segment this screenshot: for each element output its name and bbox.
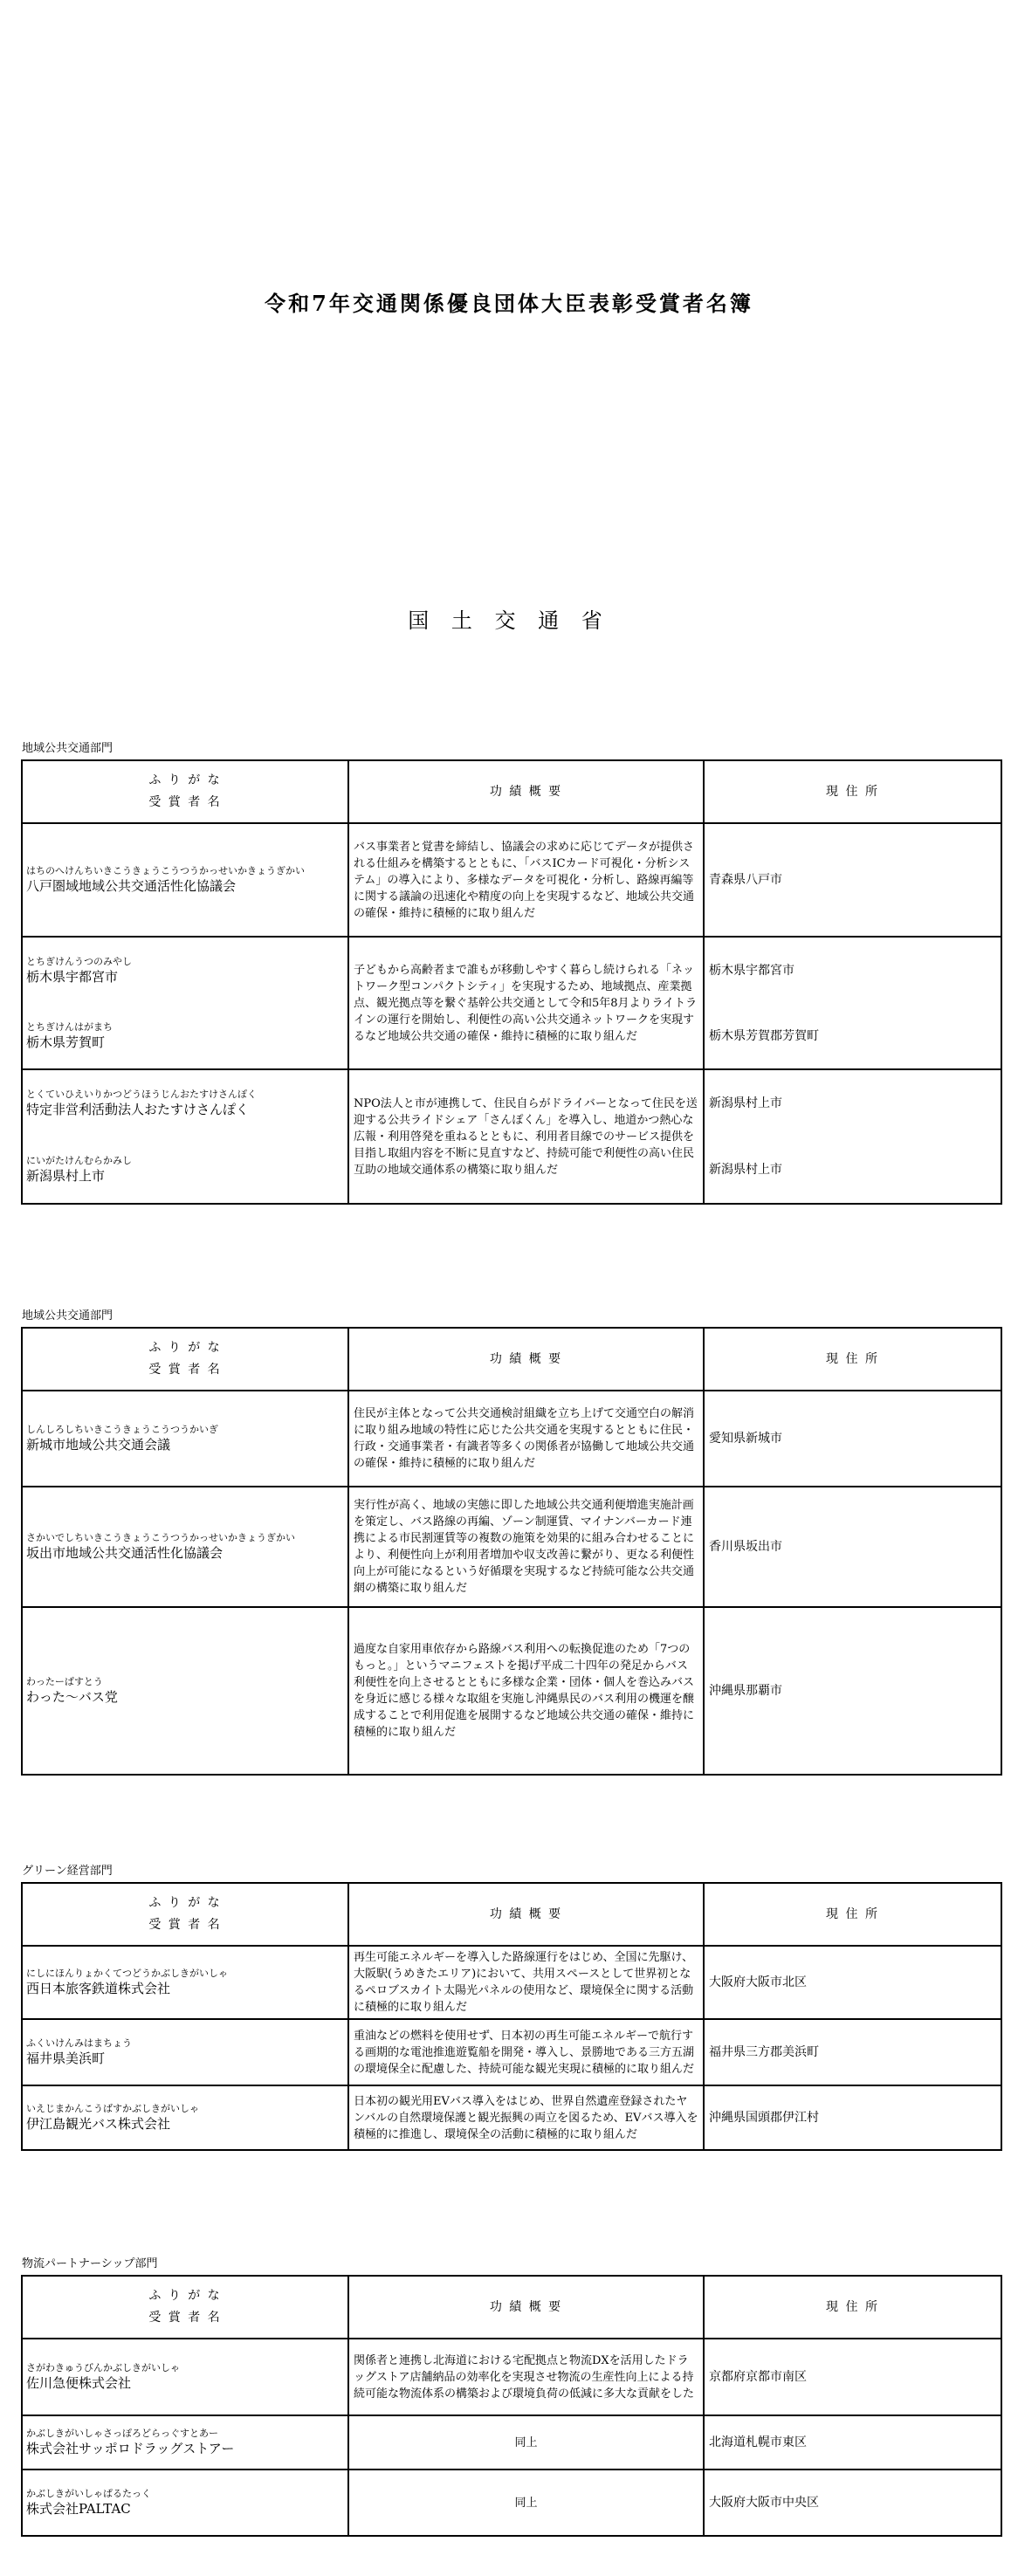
address-text: 新潟県村上市 (709, 1163, 782, 1177)
section-regional-public-transport-2 (21, 1309, 1001, 1776)
recipient-cell (22, 2415, 348, 2470)
merit-cell (348, 1607, 704, 1775)
address-cell (704, 2019, 1001, 2085)
recipient-entry (23, 2427, 347, 2458)
merit-cell (348, 1391, 704, 1487)
merit-text: 同上 (514, 2496, 538, 2510)
col-header-name-line: 受 賞 者 名 (148, 795, 222, 809)
col-header-merit: 功 績 概 要 (348, 1328, 704, 1391)
section-label: 地域公共交通部門 (22, 1309, 113, 1322)
recipient-name: わった～バス党 (26, 1689, 118, 1705)
furigana-text: とちぎけんうつのみやし (26, 955, 132, 967)
merit-text: 同上 (514, 2435, 538, 2449)
furigana-text: さがわきゅうびんかぶしきがいしゃ (26, 2362, 180, 2373)
recipients-table (21, 1882, 1002, 2151)
merit-cell (348, 1946, 704, 2019)
recipient-entry (23, 2361, 347, 2393)
col-header-merit: 功 績 概 要 (348, 1883, 704, 1946)
address-cell (704, 2085, 1001, 2150)
table-row (22, 2339, 1001, 2415)
address-cell (704, 823, 1001, 937)
table-row (22, 2470, 1001, 2536)
recipients-table (21, 759, 1002, 1205)
ministry-name: 国 土 交 通 省 (408, 608, 610, 633)
col-header-merit: 功 績 概 要 (348, 2276, 704, 2339)
col-header-furigana-line: ふ り が な (148, 2289, 222, 2303)
recipient-name: 伊江島観光バス株式会社 (26, 2116, 171, 2132)
address-text: 新潟県村上市 (709, 1096, 782, 1110)
furigana-text: さかいでしちいきこうきょうこうつうかっせいかきょうぎかい (26, 1532, 295, 1543)
table-row (22, 1069, 1001, 1204)
address-text: 栃木県芳賀郡芳賀町 (709, 1028, 819, 1043)
recipient-name: 八戸圏域地域公共交通活性化協議会 (26, 878, 237, 894)
recipient-cell (22, 1069, 348, 1204)
table-row (22, 2415, 1001, 2470)
recipient-entry (23, 2102, 347, 2133)
page-title: 令和7年交通関係優良団体大臣表彰受賞者名簿 (265, 291, 753, 316)
address-text: 沖縄県那覇市 (709, 1684, 782, 1698)
address-text: 沖縄県国頭郡伊江村 (709, 2111, 819, 2125)
recipients-table (21, 2275, 1002, 2537)
recipient-cell (22, 1487, 348, 1607)
merit-text: 重油などの燃料を使用せず、日本初の再生可能エネルギーで航行する画期的な電池推進遊覧船を開発・導入し、景勝地である三方五湖の環境保全に配慮した、持続可能な観光実現に積極的に取り組んだ (354, 2029, 695, 2076)
recipient-name: 栃木県宇都宮市 (26, 968, 119, 985)
col-header-furigana-line: ふ り が な (148, 773, 222, 787)
furigana-text: にしにほんりょかくてつどうかぶしきがいしゃ (26, 1968, 228, 1979)
col-header-name-line: 受 賞 者 名 (148, 1918, 222, 1932)
merit-cell (348, 2019, 704, 2085)
col-header-address: 現 住 所 (704, 1883, 1001, 1946)
table-row (22, 1946, 1001, 2019)
address-text: 栃木県宇都宮市 (709, 963, 794, 978)
furigana-text: ふくいけんみはまちょう (26, 2037, 132, 2049)
recipient-entry (23, 864, 347, 896)
recipient-cell (22, 823, 348, 937)
col-header-name-line: 受 賞 者 名 (148, 1363, 222, 1377)
recipient-entry (23, 1088, 347, 1119)
recipient-entry (23, 1423, 347, 1454)
col-header-address: 現 住 所 (704, 760, 1001, 823)
address-cell (704, 2339, 1001, 2415)
section-label: グリーン経営部門 (22, 1865, 113, 1878)
merit-text: NPO法人と市が連携して、住民自らがドライバーとなって住民を送迎する公共ライドシェア「さんぽくん」を導入し、地道かつ熱心な広報・利用啓発を重ねるとともに、利用者目線でのサービス提供を目指し取組内容を不断に見直すなど、持続可能で利便性の高い住民互助の地域交通体系の構築に取り組んだ (354, 1096, 698, 1177)
furigana-text: とくていひえいりかつどうほうじんおたすけさんぽく (26, 1089, 257, 1100)
merit-cell (348, 2339, 704, 2415)
section-green-management (21, 1865, 1001, 2151)
col-header-merit: 功 績 概 要 (348, 760, 704, 823)
address-text: 北海道札幌市東区 (709, 2435, 807, 2449)
recipient-name: 新城市地域公共交通会議 (26, 1437, 171, 1453)
recipient-name: 佐川急便株式会社 (26, 2375, 132, 2391)
address-cell (704, 1487, 1001, 1607)
furigana-text: わったーばすとう (26, 1676, 103, 1687)
address-cell (704, 1607, 1001, 1775)
recipient-cell (22, 1607, 348, 1775)
col-header-furigana-line: ふ り が な (148, 1896, 222, 1910)
furigana-text: かぶしきがいしゃぱるたっく (26, 2488, 151, 2499)
recipient-entry (23, 1531, 347, 1563)
recipient-cell (22, 2339, 348, 2415)
col-header-address: 現 住 所 (704, 1328, 1001, 1391)
merit-text: 住民が主体となって公共交通検討組織を立ち上げて交通空白の解消に取り組み地域の特性に応じた公共交通を実現するとともに住民・行政・交通事業者・有識者等多くの関係者が協働して地域公共交通の確保・維持に積極的に取り組んだ (354, 1407, 695, 1470)
address-text: 青森県八戸市 (709, 873, 782, 887)
furigana-text: いえじまかんこうばすかぶしきがいしゃ (26, 2103, 199, 2114)
address-text: 京都府京都市南区 (709, 2370, 807, 2384)
recipient-entry (23, 955, 347, 986)
table-row (22, 1391, 1001, 1487)
furigana-text: にいがたけんむらかみし (26, 1155, 132, 1166)
recipient-name: 新潟県村上市 (26, 1168, 106, 1184)
merit-text: 再生可能エネルギーを導入した路線運行をはじめ、全国に先駆け、大阪駅(うめきたエリア)において、共用スペースとして世界初となるペロブスカイト太陽光パネルの使用など、環境保全に関する活動に積極的に取り組んだ (354, 1951, 694, 2014)
table-header-row (22, 1328, 1001, 1391)
recipient-name: 栃木県芳賀町 (26, 1034, 106, 1050)
recipient-entry (23, 1154, 347, 1185)
table-header-row (22, 760, 1001, 823)
table-row (22, 937, 1001, 1069)
col-header-recipient (22, 1883, 348, 1946)
address-text: 愛知県新城市 (709, 1432, 782, 1446)
recipient-entry (23, 1967, 347, 1998)
furigana-text: はちのへけんちいきこうきょうこうつうかっせいかきょうぎかい (26, 865, 305, 876)
merit-text: 日本初の観光用EVバス導入をはじめ、世界自然遺産登録されたヤンバルの自然環境保護と観光振興の両立を図るため、EVバス導入を積極的に推進し、環境保全の活動に積極的に取り組んだ (354, 2094, 698, 2141)
recipient-entry (23, 2037, 347, 2068)
section-regional-public-transport-1 (21, 742, 1001, 1205)
col-header-address: 現 住 所 (704, 2276, 1001, 2339)
address-cell (704, 937, 1001, 1069)
recipient-entry (23, 1020, 347, 1052)
recipient-cell (22, 1946, 348, 2019)
table-header-row (22, 1883, 1001, 1946)
merit-cell (348, 937, 704, 1069)
address-cell (704, 2470, 1001, 2536)
col-header-recipient (22, 760, 348, 823)
recipient-entry (23, 1675, 347, 1707)
table-row (22, 823, 1001, 937)
table-row (22, 1607, 1001, 1775)
address-cell (704, 1391, 1001, 1487)
table-row (22, 1487, 1001, 1607)
table-header-row (22, 2276, 1001, 2339)
furigana-text: かぶしきがいしゃさっぽろどらっぐすとあー (26, 2428, 218, 2439)
recipient-name: 特定非営利活動法人おたすけさんぽく (26, 1102, 250, 1117)
col-header-recipient (22, 2276, 348, 2339)
recipient-name: 株式会社サッポロドラッグストアー (26, 2441, 235, 2456)
recipient-name: 株式会社PALTAC (26, 2501, 131, 2517)
address-text: 福井県三方郡美浜町 (709, 2045, 819, 2059)
address-text: 大阪府大阪市北区 (709, 1975, 807, 1989)
merit-cell (348, 2415, 704, 2470)
furigana-text: しんしろしちいきこうきょうこうつうかいぎ (26, 1424, 218, 1435)
recipient-cell (22, 2470, 348, 2536)
merit-text: 子どもから高齢者まで誰もが移動しやすく暮らし続けられる「ネットワーク型コンパクトシティ」を実現するため、地域拠点、産業拠点、観光拠点等を繋ぐ基幹公共交通として令和5年8月よりライトラインの運行を開始し、利便性の高い公共交通ネットワークを実現するなど地域公共交通の確保・維持に積極的に取り組んだ (354, 963, 698, 1043)
col-header-recipient (22, 1328, 348, 1391)
merit-text: バス事業者と覚書を締結し、協議会の求めに応じてデータが提供される仕組みを構築するとともに、「バスICカード可視化・分析システム」の導入により、多様なデータを可視化・分析し、路線再編等に関する議論の迅速化や精度の向上を実現するなど、地域公共交通の確保・維持に積極的に取り組んだ (354, 840, 695, 920)
recipient-cell (22, 2085, 348, 2150)
recipients-table (21, 1327, 1002, 1776)
furigana-text: とちぎけんはがまち (26, 1020, 113, 1033)
merit-cell (348, 1487, 704, 1607)
address-cell (704, 1946, 1001, 2019)
address-text: 大阪府大阪市中央区 (709, 2496, 819, 2510)
address-cell (704, 1069, 1001, 1204)
merit-cell (348, 2085, 704, 2150)
recipient-entry (23, 2487, 347, 2518)
merit-cell (348, 823, 704, 937)
address-cell (704, 2415, 1001, 2470)
table-row (22, 2085, 1001, 2150)
address-text: 香川県坂出市 (709, 1540, 782, 1554)
recipient-cell (22, 1391, 348, 1487)
section-label: 地域公共交通部門 (22, 742, 113, 755)
section-label: 物流パートナーシップ部門 (22, 2257, 158, 2270)
table-row (22, 2019, 1001, 2085)
recipient-name: 西日本旅客鉄道株式会社 (26, 1981, 171, 1996)
merit-text: 過度な自家用車依存から路線バス利用への転換促進のため「7つのもっと。」というマニフェストを掲げ平成二十四年の発足からバス利便性を向上させるとともに多様な企業・団体・個人を巻込みバスを身近に感じる様々な取組を実施し沖縄県民のバス利用の機運を醸成することで利用促進を展開するなど地域公共交通の確保・維持に積極的に取り組んだ (354, 1643, 695, 1739)
merit-text: 実行性が高く、地域の実態に即した地域公共交通利便増進実施計画を策定し、バス路線の再編、ゾーン制運賃、マイナンバーカード連携による市民割運賃等の複数の施策を効果的に組み合わせることにより、利便性向上が利用者増加や収支改善に繋がり、更なる利便性向上が可能になるという好循環を実現するなど持続可能な公共交通網の構築に取り組んだ (354, 1499, 695, 1595)
recipient-name: 福井県美浜町 (26, 2050, 106, 2066)
merit-cell (348, 1069, 704, 1204)
merit-cell (348, 2470, 704, 2536)
section-logistics-partnership (21, 2257, 1001, 2537)
recipient-name: 坂出市地域公共交通活性化協議会 (26, 1545, 224, 1561)
recipient-cell (22, 937, 348, 1069)
merit-text: 関係者と連携し北海道における宅配拠点と物流DXを活用したドラッグストア店舗納品の効率化を実現させ物流の生産性向上による持続可能な物流体系の構築および環境負荷の低減に多大な貢献をした (354, 2353, 695, 2401)
col-header-name-line: 受 賞 者 名 (148, 2311, 222, 2325)
recipient-cell (22, 2019, 348, 2085)
col-header-furigana-line: ふ り が な (148, 1341, 222, 1355)
